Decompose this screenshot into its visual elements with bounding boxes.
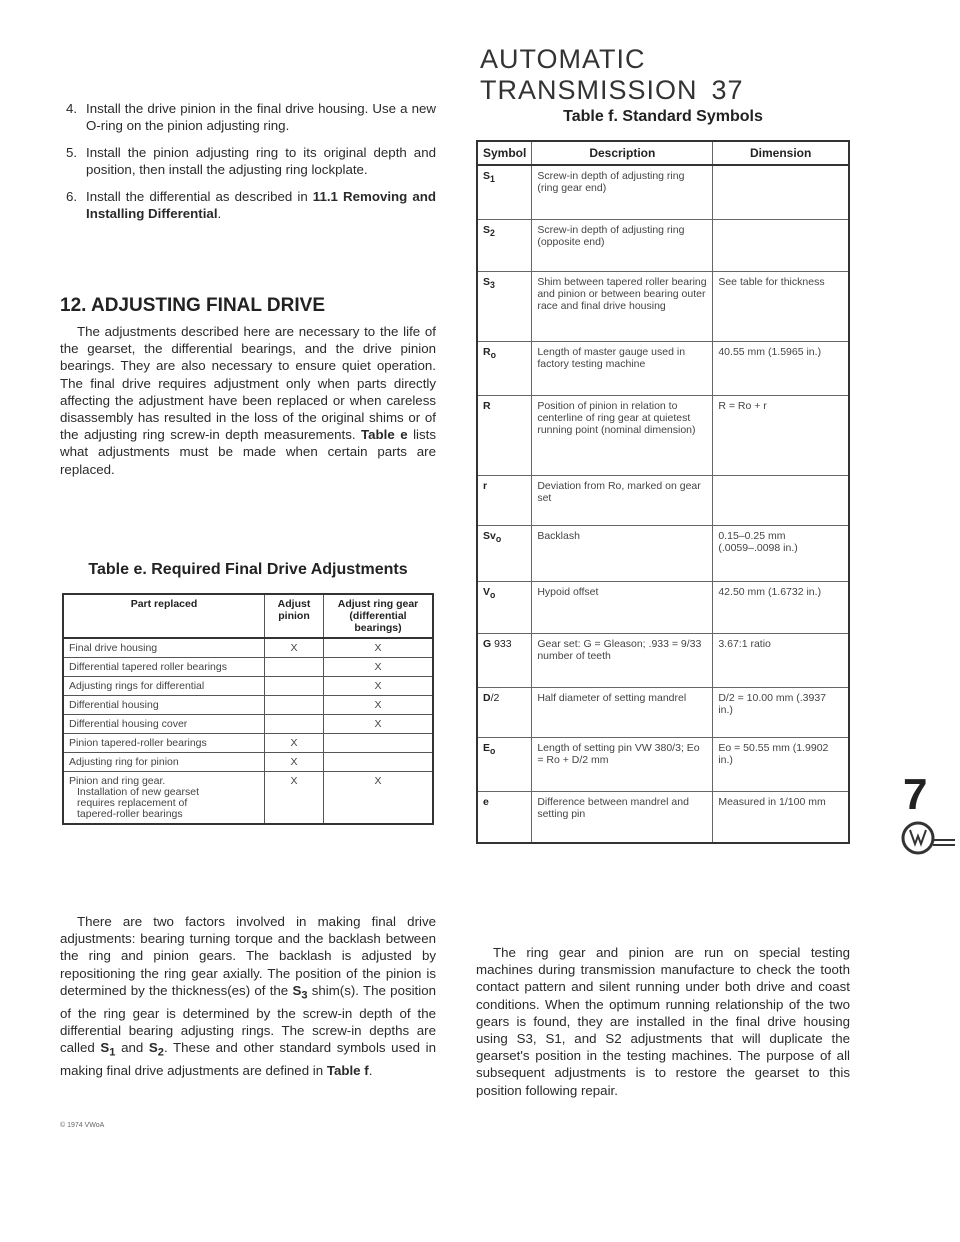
symbol-cell: G 933 [477, 633, 532, 687]
table-cell: X [265, 772, 324, 825]
table-cell: X [324, 638, 434, 658]
section-number: 7 [903, 770, 928, 819]
description-cell: Length of master gauge used in factory testing machine [532, 341, 713, 395]
description-cell: Hypoid offset [532, 581, 713, 633]
cross-reference: 11.1 Removing and Installing Differential [86, 189, 436, 221]
step-5: 5. Install the pinion adjusting ring to its original depth and position, then install the adjusting ring lockplate. [66, 145, 436, 177]
table-row [63, 696, 433, 715]
description-cell: Gear set: G = Gleason; .933 = 9/33 number of teeth [532, 633, 713, 687]
dimension-cell [713, 165, 849, 219]
table-cell [63, 772, 265, 825]
table-cell: Final drive housing [63, 638, 265, 658]
description-cell: Backlash [532, 525, 713, 581]
table-row [477, 165, 849, 219]
table-cell: Differential tapered roller bearings [63, 658, 265, 677]
symbol-cell: $V_o$ [477, 581, 532, 633]
step-6: 6. Install the differential as described in 11.1 Removing and Installing Differential. [66, 189, 436, 221]
description-cell: Screw-in depth of adjusting ring (ring gear end) [532, 165, 713, 219]
symbol-cell: $Sv_o$ [477, 525, 532, 581]
table-e-header: Adjust ring gear (differential bearings) [324, 594, 434, 638]
symbol-cell: D/2 [477, 687, 532, 737]
table-cell: X [324, 658, 434, 677]
dimension-cell: Eo = 50.55 mm (1.9902 in.) [713, 737, 849, 791]
description-cell: Difference between mandrel and setting pin [532, 791, 713, 843]
table-f-header: Symbol [477, 141, 532, 165]
dimension-cell: 42.50 mm (1.6732 in.) [713, 581, 849, 633]
table-row [477, 271, 849, 341]
table-cell: Differential housing cover [63, 715, 265, 734]
table-row [477, 219, 849, 271]
table-row [477, 633, 849, 687]
table-row [477, 687, 849, 737]
table-cell [265, 658, 324, 677]
table-cell: Pinion tapered-roller bearings [63, 734, 265, 753]
table-f-header: Dimension [713, 141, 849, 165]
backlash-paragraph: There are two factors involved in making final drive adjustments: bearing turning torque and the backlash between the ring and pinion gears. The backlash is adjusted by repositioning the ring gear axially. The position of the pinion is determined by the thickness(es) of the $S_3$ shim(s). The position of the ring gear is determined by the screw-in depth of the differential bearing adjusting rings. The screw-in depths are called $S_1$ and $S_2$. These and other standard symbols used in making final drive adjustments are defined in Table f. [60, 914, 437, 1078]
description-cell: Length of setting pin VW 380/3; Eo = Ro + D/2 mm [532, 737, 713, 791]
table-cell-text: Pinion and ring gear. [69, 775, 166, 787]
table-row [63, 677, 433, 696]
table-row [477, 475, 849, 525]
table-cell: Adjusting rings for differential [63, 677, 265, 696]
table-row [477, 737, 849, 791]
table-e-title: Table e. Required Final Drive Adjustments [88, 561, 408, 578]
table-cell: Differential housing [63, 696, 265, 715]
dimension-cell: 40.55 mm (1.5965 in.) [713, 341, 849, 395]
table-e-header: Part replaced [63, 594, 265, 638]
section-heading: 12. ADJUSTING FINAL DRIVE [60, 295, 325, 316]
dimension-cell: 3.67:1 ratio [713, 633, 849, 687]
table-cell: X [265, 734, 324, 753]
symbol-cell: $S_3$ [477, 271, 532, 341]
symbol-cell: r [477, 475, 532, 525]
table-row [477, 525, 849, 581]
table-row [63, 638, 433, 658]
table-f-title: Table f. Standard Symbols [563, 108, 763, 125]
table-row [477, 341, 849, 395]
symbol-cell: $R_o$ [477, 341, 532, 395]
description-cell: Half diameter of setting mandrel [532, 687, 713, 737]
table-f [476, 140, 850, 844]
table-f-header: Description [532, 141, 713, 165]
table-row [63, 734, 433, 753]
table-row [477, 581, 849, 633]
install-steps [60, 100, 436, 232]
table-cell [324, 753, 434, 772]
table-cell: Adjusting ring for pinion [63, 753, 265, 772]
table-cell [324, 734, 434, 753]
dimension-cell: See table for thickness [713, 271, 849, 341]
table-row [63, 658, 433, 677]
dimension-cell: R = Ro + r [713, 395, 849, 475]
copyright-notice: © 1974 VWoA [60, 1122, 105, 1129]
table-cell: X [324, 677, 434, 696]
table-cell: X [265, 638, 324, 658]
table-cell [265, 715, 324, 734]
table-e [62, 593, 434, 825]
chapter-title: AUTOMATIC TRANSMISSION [480, 44, 698, 105]
symbol-cell: $S_1$ [477, 165, 532, 219]
dimension-cell [713, 475, 849, 525]
table-cell: X [324, 772, 434, 825]
table-cell [265, 696, 324, 715]
table-row [63, 772, 433, 825]
symbol-cell: $S_2$ [477, 219, 532, 271]
description-cell: Deviation from Ro, marked on gear set [532, 475, 713, 525]
description-cell: Shim between tapered roller bearing and pinion or between bearing outer race and final drive housing [532, 271, 713, 341]
testing-paragraph: The ring gear and pinion are run on special testing machines during transmission manufacture to check the tooth contact pattern and silent running under both drive and coast conditions. When the optimum running relationship of the two gears is found, they are installed in the final drive housing using S3, S1, and S2 adjustments that will duplicate the gearset's position in the testing machines. The purpose of all subsequent adjustments is to restore the gearset to this position following repair. [476, 945, 850, 1098]
table-cell [265, 677, 324, 696]
table-row [477, 791, 849, 843]
table-cell: X [265, 753, 324, 772]
page-number: 37 [711, 75, 744, 105]
dimension-cell [713, 219, 849, 271]
table-row [63, 715, 433, 734]
symbol-cell: R [477, 395, 532, 475]
table-cell-note: Installation of new gearset requires replacement of tapered-roller bearings [77, 786, 199, 820]
description-cell: Screw-in depth of adjusting ring (opposite end) [532, 219, 713, 271]
symbol-cell: e [477, 791, 532, 843]
running-head [480, 44, 860, 106]
table-cell: X [324, 715, 434, 734]
dimension-cell: D/2 = 10.00 mm (.3937 in.) [713, 687, 849, 737]
symbol-cell: $E_o$ [477, 737, 532, 791]
table-cell: X [324, 696, 434, 715]
table-row [63, 753, 433, 772]
step-4: 4. Install the drive pinion in the final drive housing. Use a new O-ring on the pinion adjusting ring. [66, 101, 436, 133]
section-body: The adjustments described here are necessary to the life of the gearset, the differential bearings, and the drive pinion bearings. They are also necessary to ensure quiet operation. The final drive requires adjustment only when parts directly affecting the adjustment have been replaced or when careless disassembly has resulted in the loss of the original shims or of the adjusting ring screw-in depth measurements. Table e lists what adjustments must be made when certain parts are replaced. [60, 324, 436, 477]
table-e-header: Adjust pinion [265, 594, 324, 638]
dimension-cell: 0.15–0.25 mm (.0059–.0098 in.) [713, 525, 849, 581]
description-cell: Position of pinion in relation to centerline of ring gear at quietest running point (nominal dimension) [532, 395, 713, 475]
vw-logo-icon [900, 820, 956, 861]
dimension-cell: Measured in 1/100 mm [713, 791, 849, 843]
table-row [477, 395, 849, 475]
